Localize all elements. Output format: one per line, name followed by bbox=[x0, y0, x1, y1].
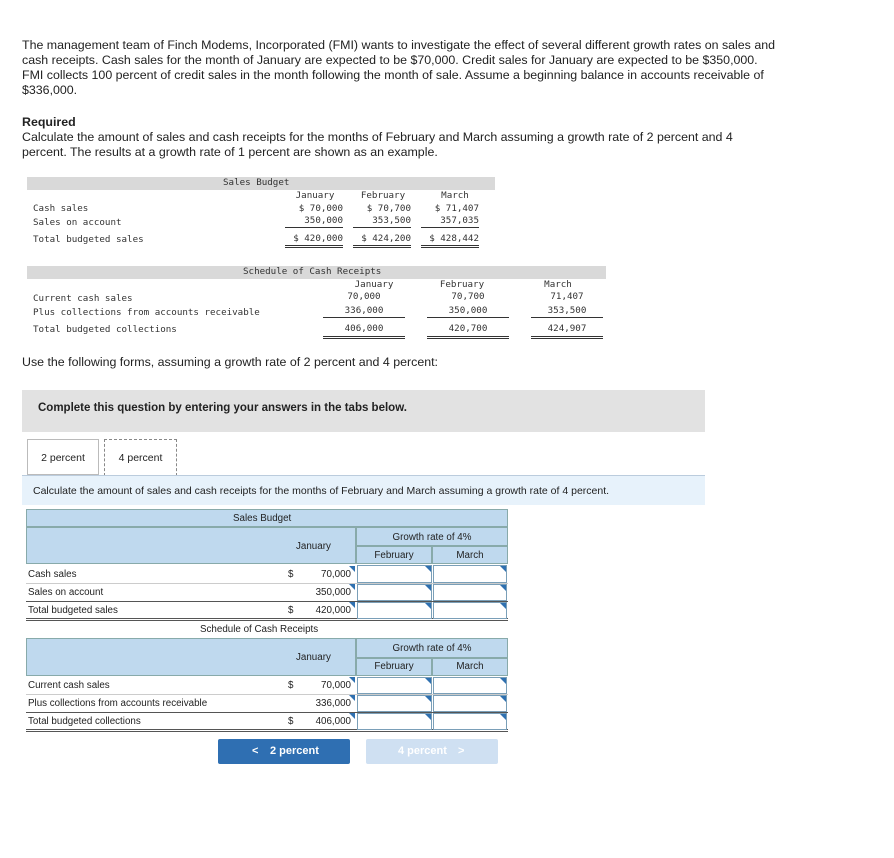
tab-instruction-text: Calculate the amount of sales and cash receipts for the months of February and March assuming a growth rate of 4 percent. bbox=[33, 485, 610, 497]
chevron-left-icon: < bbox=[252, 745, 259, 757]
tab-2-percent[interactable] bbox=[27, 439, 99, 475]
tab-instruction bbox=[22, 475, 705, 505]
form-sales-row-label: Total budgeted sales bbox=[28, 605, 118, 616]
example-receipts-row-label: Plus collections from accounts receivable bbox=[33, 307, 260, 318]
form-sales-jan-value: 420,000 bbox=[301, 605, 351, 616]
form-sales-jan-value: 350,000 bbox=[301, 587, 351, 598]
tab-2-percent-label: 2 percent bbox=[41, 452, 85, 464]
banner-text: Complete this question by entering your answers in the tabs below. bbox=[38, 402, 407, 414]
form-sales-sym: $ bbox=[288, 605, 294, 616]
example-receipts-month-feb: February bbox=[439, 279, 485, 290]
next-tab-button[interactable] bbox=[366, 739, 498, 764]
example-receipts-cell: 350,000 bbox=[427, 305, 509, 318]
form-receipts-jan-value: 70,000 bbox=[301, 680, 351, 691]
example-sales-row-label: Total budgeted sales bbox=[33, 234, 144, 245]
form-receipts-col-feb: February bbox=[374, 661, 414, 672]
form-sales-jan-value: 70,000 bbox=[301, 569, 351, 580]
example-sales-row-label: Cash sales bbox=[33, 203, 89, 214]
example-receipts-cell: 71,407 bbox=[550, 291, 584, 302]
example-sales-cell: 357,035 bbox=[421, 215, 479, 228]
example-sales-cell: $ 428,442 bbox=[421, 233, 479, 248]
example-receipts-month-mar: March bbox=[544, 279, 572, 290]
example-receipts-cell: 353,500 bbox=[531, 305, 603, 318]
example-receipts-cell: 336,000 bbox=[323, 305, 405, 318]
example-receipts-cell: 420,700 bbox=[427, 323, 509, 339]
form-receipts-jan-value: 406,000 bbox=[301, 716, 351, 727]
example-receipts-title: Schedule of Cash Receipts bbox=[243, 266, 382, 277]
form-sales-col-jan: January bbox=[296, 541, 331, 552]
input-receipts-cash-mar[interactable] bbox=[433, 677, 507, 694]
example-sales-cell: $ 420,000 bbox=[285, 233, 343, 248]
form-receipts-sym: $ bbox=[288, 680, 294, 691]
input-sales-total-feb[interactable] bbox=[357, 602, 432, 619]
required-title: Required bbox=[22, 115, 76, 129]
instructions-banner bbox=[22, 390, 705, 432]
form-receipts-row-label: Total budgeted collections bbox=[28, 716, 141, 727]
example-receipts-cell: 70,700 bbox=[451, 291, 485, 302]
input-receipts-ar-mar[interactable] bbox=[433, 695, 507, 712]
example-sales-month-mar: March bbox=[441, 190, 469, 201]
example-sales-cell: 350,000 bbox=[285, 215, 343, 228]
input-receipts-total-mar[interactable] bbox=[433, 713, 507, 730]
input-sales-total-mar[interactable] bbox=[433, 602, 507, 619]
input-receipts-total-feb[interactable] bbox=[357, 713, 432, 730]
form-sales-growth-header: Growth rate of 4% bbox=[392, 532, 472, 543]
form-cash-receipts bbox=[26, 638, 508, 732]
form-receipts-col-mar: March bbox=[456, 661, 484, 672]
form-receipts-row-label: Plus collections from accounts receivable bbox=[28, 698, 208, 709]
form-sales-sym: $ bbox=[288, 569, 294, 580]
input-receipts-ar-feb[interactable] bbox=[357, 695, 432, 712]
example-sales-cell: 353,500 bbox=[353, 215, 411, 228]
form-receipts-title: Schedule of Cash Receipts bbox=[200, 624, 319, 635]
example-sales-title: Sales Budget bbox=[223, 177, 290, 188]
example-sales-month-feb: February bbox=[360, 190, 406, 201]
prev-tab-label: 2 percent bbox=[270, 745, 319, 757]
example-receipts-cell: 424,907 bbox=[531, 323, 603, 339]
example-sales-budget bbox=[27, 177, 495, 250]
example-sales-cell: $ 70,000 bbox=[298, 203, 343, 214]
tab-4-percent[interactable] bbox=[104, 439, 177, 476]
input-sales-account-feb[interactable] bbox=[357, 584, 432, 601]
problem-intro: The management team of Finch Modems, Incorporated (FMI) wants to investigate the effect of several different growth rates on sales and cash receipts. Cash sales for the month of January are expected to be $70,000. Credit sales for January are expected to be $350,000. FMI collects 100 percent of credit sales in the month following the month of sale. Assume a beginning balance in accounts receivable of $336,000. bbox=[22, 38, 775, 97]
required-text: Calculate the amount of sales and cash receipts for the months of February and March assuming a growth rate of 2 percent and 4 percent. The results at a growth rate of 1 percent are shown as an example. bbox=[22, 130, 733, 159]
use-forms-text: Use the following forms, assuming a growth rate of 2 percent and 4 percent: bbox=[22, 355, 438, 369]
input-sales-cash-feb[interactable] bbox=[357, 565, 432, 583]
example-sales-row-label: Sales on account bbox=[33, 217, 122, 228]
form-sales-budget bbox=[26, 509, 508, 619]
example-sales-cell: $ 70,700 bbox=[366, 203, 411, 214]
input-sales-account-mar[interactable] bbox=[433, 584, 507, 601]
example-cash-receipts bbox=[27, 266, 606, 342]
input-receipts-cash-feb[interactable] bbox=[357, 677, 432, 694]
form-sales-col-mar: March bbox=[456, 550, 484, 561]
example-receipts-month-jan: January bbox=[354, 279, 394, 290]
next-tab-label: 4 percent bbox=[398, 745, 447, 757]
form-receipts-row-label: Current cash sales bbox=[28, 680, 110, 691]
tab-4-percent-label: 4 percent bbox=[118, 452, 163, 464]
example-receipts-row-label: Total budgeted collections bbox=[33, 324, 177, 335]
example-receipts-cell: 70,000 bbox=[347, 291, 381, 302]
example-sales-cell: $ 424,200 bbox=[353, 233, 411, 248]
example-receipts-cell: 406,000 bbox=[323, 323, 405, 339]
chevron-right-icon: > bbox=[458, 745, 465, 757]
form-receipts-col-jan: January bbox=[296, 652, 331, 663]
input-sales-cash-mar[interactable] bbox=[433, 565, 507, 583]
form-sales-row-label: Sales on account bbox=[28, 587, 104, 598]
form-receipts-jan-value: 336,000 bbox=[301, 698, 351, 709]
example-sales-month-jan: January bbox=[295, 190, 335, 201]
example-sales-cell: $ 71,407 bbox=[434, 203, 479, 214]
form-receipts-sym: $ bbox=[288, 716, 294, 727]
form-receipts-growth-header: Growth rate of 4% bbox=[392, 643, 472, 654]
example-receipts-row-label: Current cash sales bbox=[33, 293, 133, 304]
prev-tab-button[interactable] bbox=[218, 739, 350, 764]
form-sales-row-label: Cash sales bbox=[28, 569, 77, 580]
form-sales-title: Sales Budget bbox=[233, 513, 292, 524]
form-sales-col-feb: February bbox=[374, 550, 414, 561]
